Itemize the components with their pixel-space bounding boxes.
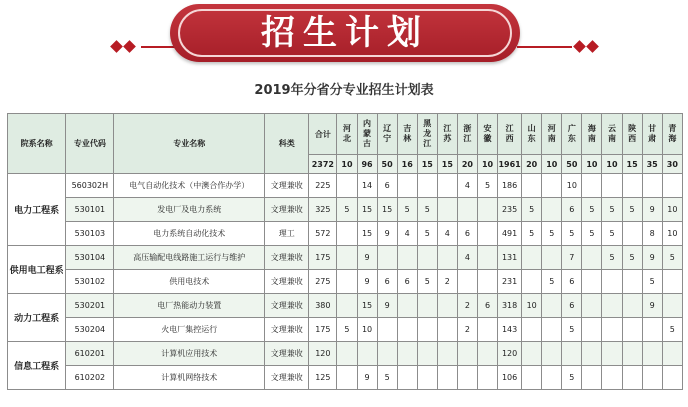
table-body [8, 174, 683, 390]
province-label: 甘 肃 [648, 124, 657, 143]
province-value-cell [602, 366, 622, 390]
table-row [8, 174, 683, 198]
province-total-cell: 10 [542, 155, 562, 174]
province-value-cell [337, 294, 357, 318]
category-cell: 理工 [265, 222, 309, 246]
province-value-cell [417, 294, 437, 318]
province-value-cell [542, 342, 562, 366]
province-value-cell: 9 [642, 198, 662, 222]
header-province [562, 114, 582, 155]
code-cell: 530104 [66, 246, 114, 270]
province-label: 江 西 [505, 124, 514, 143]
province-value-cell: 5 [542, 270, 562, 294]
province-value-cell [437, 366, 457, 390]
province-value-cell: 9 [377, 294, 397, 318]
province-total-cell: 50 [377, 155, 397, 174]
province-value-cell: 231 [498, 270, 522, 294]
province-value-cell: 5 [417, 222, 437, 246]
province-value-cell [357, 342, 377, 366]
province-value-cell: 6 [477, 294, 497, 318]
province-value-cell: 9 [357, 366, 377, 390]
province-label: 黑 龙 江 [423, 119, 432, 148]
province-value-cell: 15 [357, 198, 377, 222]
enrollment-plan-table [7, 113, 683, 390]
province-value-cell: 5 [397, 198, 417, 222]
province-label: 云 南 [607, 124, 616, 143]
province-value-cell [622, 222, 642, 246]
province-value-cell: 4 [457, 246, 477, 270]
header-province [522, 114, 542, 155]
header-province [377, 114, 397, 155]
category-cell: 文理兼收 [265, 318, 309, 342]
province-value-cell [337, 222, 357, 246]
province-value-cell: 491 [498, 222, 522, 246]
province-label: 安 徽 [483, 124, 492, 143]
province-value-cell [562, 342, 582, 366]
province-value-cell: 9 [377, 222, 397, 246]
province-value-cell: 2 [437, 270, 457, 294]
province-value-cell [337, 246, 357, 270]
province-value-cell [437, 174, 457, 198]
category-cell: 文理兼收 [265, 366, 309, 390]
code-cell: 610202 [66, 366, 114, 390]
header-total: 合计 [309, 114, 337, 155]
province-value-cell [542, 174, 562, 198]
province-value-cell [437, 198, 457, 222]
province-label: 浙 江 [463, 124, 472, 143]
province-value-cell [522, 246, 542, 270]
dept-cell: 电力工程系 [8, 174, 66, 246]
province-label: 广 东 [567, 124, 576, 143]
title-banner [170, 4, 520, 62]
province-total-cell: 35 [642, 155, 662, 174]
province-label: 内 蒙 古 [363, 119, 372, 148]
header-dept: 院系名称 [8, 114, 66, 174]
province-value-cell [477, 318, 497, 342]
major-cell: 电力系统自动化技术 [114, 222, 265, 246]
province-value-cell: 5 [602, 246, 622, 270]
province-value-cell [542, 366, 562, 390]
province-value-cell: 15 [377, 198, 397, 222]
province-label: 海 南 [587, 124, 596, 143]
province-value-cell [477, 366, 497, 390]
province-value-cell: 5 [477, 174, 497, 198]
province-total-cell: 15 [437, 155, 457, 174]
province-value-cell: 5 [522, 222, 542, 246]
major-cell: 电厂热能动力装置 [114, 294, 265, 318]
major-cell: 供用电技术 [114, 270, 265, 294]
province-total-cell: 30 [662, 155, 682, 174]
total-cell: 125 [309, 366, 337, 390]
province-value-cell [622, 342, 642, 366]
province-value-cell: 4 [397, 222, 417, 246]
province-value-cell [602, 294, 622, 318]
province-value-cell [622, 318, 642, 342]
code-cell: 530101 [66, 198, 114, 222]
province-value-cell: 2 [457, 318, 477, 342]
major-cell: 发电厂及电力系统 [114, 198, 265, 222]
province-label: 青 海 [668, 124, 677, 143]
province-label: 山 东 [527, 124, 536, 143]
province-value-cell: 6 [457, 222, 477, 246]
major-cell: 电气自动化技术（中澳合作办学） [114, 174, 265, 198]
province-value-cell: 9 [357, 270, 377, 294]
province-value-cell [397, 366, 417, 390]
province-value-cell [642, 342, 662, 366]
province-value-cell [602, 270, 622, 294]
province-value-cell [397, 318, 417, 342]
province-total-cell: 20 [457, 155, 477, 174]
province-value-cell: 318 [498, 294, 522, 318]
province-value-cell: 6 [397, 270, 417, 294]
table-row [8, 270, 683, 294]
code-cell: 530102 [66, 270, 114, 294]
province-value-cell [642, 174, 662, 198]
dept-cell: 动力工程系 [8, 294, 66, 342]
province-value-cell: 106 [498, 366, 522, 390]
province-value-cell: 2 [457, 294, 477, 318]
header-province [542, 114, 562, 155]
province-value-cell [622, 294, 642, 318]
province-value-cell [457, 198, 477, 222]
province-label: 江 苏 [443, 124, 452, 143]
province-value-cell [377, 246, 397, 270]
province-value-cell: 8 [642, 222, 662, 246]
province-value-cell: 14 [357, 174, 377, 198]
province-value-cell: 5 [417, 198, 437, 222]
major-cell: 计算机网络技术 [114, 366, 265, 390]
province-value-cell [397, 246, 417, 270]
header-row [8, 114, 683, 155]
province-value-cell [437, 294, 457, 318]
table-row [8, 198, 683, 222]
header-province [397, 114, 417, 155]
province-value-cell: 5 [562, 222, 582, 246]
table-subtitle: 2019年分省分专业招生计划表 [254, 83, 434, 98]
header-province [662, 114, 682, 155]
table-row [8, 294, 683, 318]
header-province [417, 114, 437, 155]
table-row [8, 222, 683, 246]
category-cell: 文理兼收 [265, 246, 309, 270]
province-total-cell: 10 [337, 155, 357, 174]
province-value-cell: 131 [498, 246, 522, 270]
province-value-cell: 9 [642, 246, 662, 270]
province-total-cell: 10 [602, 155, 622, 174]
province-value-cell [457, 366, 477, 390]
province-value-cell [622, 174, 642, 198]
total-cell: 325 [309, 198, 337, 222]
province-value-cell [397, 174, 417, 198]
province-value-cell [602, 342, 622, 366]
province-value-cell [542, 246, 562, 270]
province-value-cell: 4 [437, 222, 457, 246]
province-value-cell: 5 [542, 222, 562, 246]
province-value-cell: 120 [498, 342, 522, 366]
province-value-cell: 6 [562, 198, 582, 222]
province-value-cell [437, 246, 457, 270]
province-value-cell [602, 318, 622, 342]
province-value-cell [582, 342, 602, 366]
province-value-cell [457, 342, 477, 366]
total-cell: 275 [309, 270, 337, 294]
province-value-cell [622, 366, 642, 390]
province-value-cell [477, 246, 497, 270]
code-cell: 560302H [66, 174, 114, 198]
province-value-cell [662, 366, 682, 390]
province-value-cell: 10 [522, 294, 542, 318]
header-province [457, 114, 477, 155]
province-label: 河 北 [342, 124, 351, 143]
header-province [477, 114, 497, 155]
total-cell: 225 [309, 174, 337, 198]
header-province [602, 114, 622, 155]
total-cell: 175 [309, 318, 337, 342]
province-value-cell [397, 342, 417, 366]
province-value-cell: 5 [337, 318, 357, 342]
table-row [8, 318, 683, 342]
total-cell: 175 [309, 246, 337, 270]
province-value-cell [397, 294, 417, 318]
dept-cell: 信息工程系 [8, 342, 66, 390]
province-value-cell: 5 [377, 366, 397, 390]
code-cell: 530103 [66, 222, 114, 246]
province-value-cell [662, 294, 682, 318]
province-value-cell [417, 318, 437, 342]
province-value-cell [417, 174, 437, 198]
province-value-cell: 5 [622, 198, 642, 222]
province-value-cell: 5 [522, 198, 542, 222]
province-value-cell: 5 [642, 270, 662, 294]
code-cell: 530201 [66, 294, 114, 318]
header-major: 专业名称 [114, 114, 265, 174]
header-province [582, 114, 602, 155]
province-value-cell: 6 [377, 270, 397, 294]
province-value-cell: 6 [562, 294, 582, 318]
header-province [337, 114, 357, 155]
header-province [642, 114, 662, 155]
province-value-cell: 5 [662, 318, 682, 342]
province-value-cell: 5 [337, 198, 357, 222]
header-province [357, 114, 377, 155]
province-value-cell: 4 [457, 174, 477, 198]
province-total-cell: 16 [397, 155, 417, 174]
province-value-cell: 5 [582, 222, 602, 246]
province-value-cell: 10 [357, 318, 377, 342]
header-province [437, 114, 457, 155]
province-value-cell: 5 [582, 198, 602, 222]
table-row [8, 342, 683, 366]
province-value-cell [377, 318, 397, 342]
category-cell: 文理兼收 [265, 294, 309, 318]
code-cell: 530204 [66, 318, 114, 342]
category-cell: 文理兼收 [265, 198, 309, 222]
province-value-cell: 5 [562, 318, 582, 342]
province-value-cell: 9 [642, 294, 662, 318]
province-label: 辽 宁 [383, 124, 392, 143]
grand-total-cell: 2372 [309, 155, 337, 174]
province-value-cell: 5 [602, 198, 622, 222]
province-value-cell [522, 318, 542, 342]
province-value-cell [457, 270, 477, 294]
province-value-cell: 5 [662, 246, 682, 270]
province-value-cell: 15 [357, 222, 377, 246]
total-cell: 380 [309, 294, 337, 318]
province-value-cell: 143 [498, 318, 522, 342]
code-cell: 610201 [66, 342, 114, 366]
province-value-cell [582, 318, 602, 342]
province-value-cell [417, 246, 437, 270]
province-value-cell [662, 270, 682, 294]
province-total-cell: 20 [522, 155, 542, 174]
province-value-cell [582, 294, 602, 318]
province-value-cell [477, 270, 497, 294]
header-code: 专业代码 [66, 114, 114, 174]
province-value-cell [582, 270, 602, 294]
header-province [622, 114, 642, 155]
right-ornament [514, 36, 601, 55]
province-value-cell [477, 342, 497, 366]
province-value-cell [542, 198, 562, 222]
province-value-cell [417, 342, 437, 366]
major-cell: 火电厂集控运行 [114, 318, 265, 342]
province-value-cell: 10 [662, 198, 682, 222]
province-value-cell [437, 342, 457, 366]
province-value-cell: 6 [377, 174, 397, 198]
province-value-cell: 10 [662, 222, 682, 246]
province-value-cell [582, 246, 602, 270]
banner-area [0, 0, 688, 72]
province-total-cell: 50 [562, 155, 582, 174]
header-province [498, 114, 522, 155]
province-value-cell: 6 [562, 270, 582, 294]
category-cell: 文理兼收 [265, 174, 309, 198]
province-value-cell: 10 [562, 174, 582, 198]
province-value-cell [477, 198, 497, 222]
province-label: 陕 西 [628, 124, 637, 143]
province-value-cell: 9 [357, 246, 377, 270]
province-total-cell: 1961 [498, 155, 522, 174]
category-cell: 文理兼收 [265, 342, 309, 366]
province-value-cell [337, 366, 357, 390]
province-value-cell: 235 [498, 198, 522, 222]
province-value-cell [642, 318, 662, 342]
total-cell: 572 [309, 222, 337, 246]
province-value-cell: 186 [498, 174, 522, 198]
table-row [8, 366, 683, 390]
province-value-cell [662, 174, 682, 198]
table-row [8, 246, 683, 270]
major-cell: 高压输配电线路施工运行与维护 [114, 246, 265, 270]
province-label: 吉 林 [403, 124, 412, 143]
province-value-cell [522, 270, 542, 294]
category-cell: 文理兼收 [265, 270, 309, 294]
province-value-cell: 5 [562, 366, 582, 390]
province-value-cell [582, 366, 602, 390]
province-value-cell [337, 270, 357, 294]
province-total-cell: 10 [477, 155, 497, 174]
banner-title: 招生计划 [261, 13, 429, 53]
province-value-cell [522, 342, 542, 366]
province-value-cell [662, 342, 682, 366]
province-value-cell: 5 [417, 270, 437, 294]
province-value-cell [437, 318, 457, 342]
province-value-cell [602, 174, 622, 198]
province-value-cell: 7 [562, 246, 582, 270]
province-value-cell [582, 174, 602, 198]
province-value-cell: 5 [602, 222, 622, 246]
province-value-cell: 15 [357, 294, 377, 318]
province-value-cell [417, 366, 437, 390]
province-value-cell [477, 222, 497, 246]
province-value-cell [377, 342, 397, 366]
province-value-cell: 5 [622, 246, 642, 270]
province-total-cell: 96 [357, 155, 377, 174]
province-value-cell [542, 318, 562, 342]
total-cell: 120 [309, 342, 337, 366]
province-value-cell [337, 174, 357, 198]
province-value-cell [642, 366, 662, 390]
dept-cell: 供用电工程系 [8, 246, 66, 294]
province-label: 河 南 [547, 124, 556, 143]
header-category: 科类 [265, 114, 309, 174]
major-cell: 计算机应用技术 [114, 342, 265, 366]
province-value-cell [622, 270, 642, 294]
province-value-cell [522, 174, 542, 198]
province-value-cell [337, 342, 357, 366]
province-total-cell: 15 [417, 155, 437, 174]
province-total-cell: 15 [622, 155, 642, 174]
province-total-cell: 10 [582, 155, 602, 174]
province-value-cell [542, 294, 562, 318]
province-value-cell [522, 366, 542, 390]
